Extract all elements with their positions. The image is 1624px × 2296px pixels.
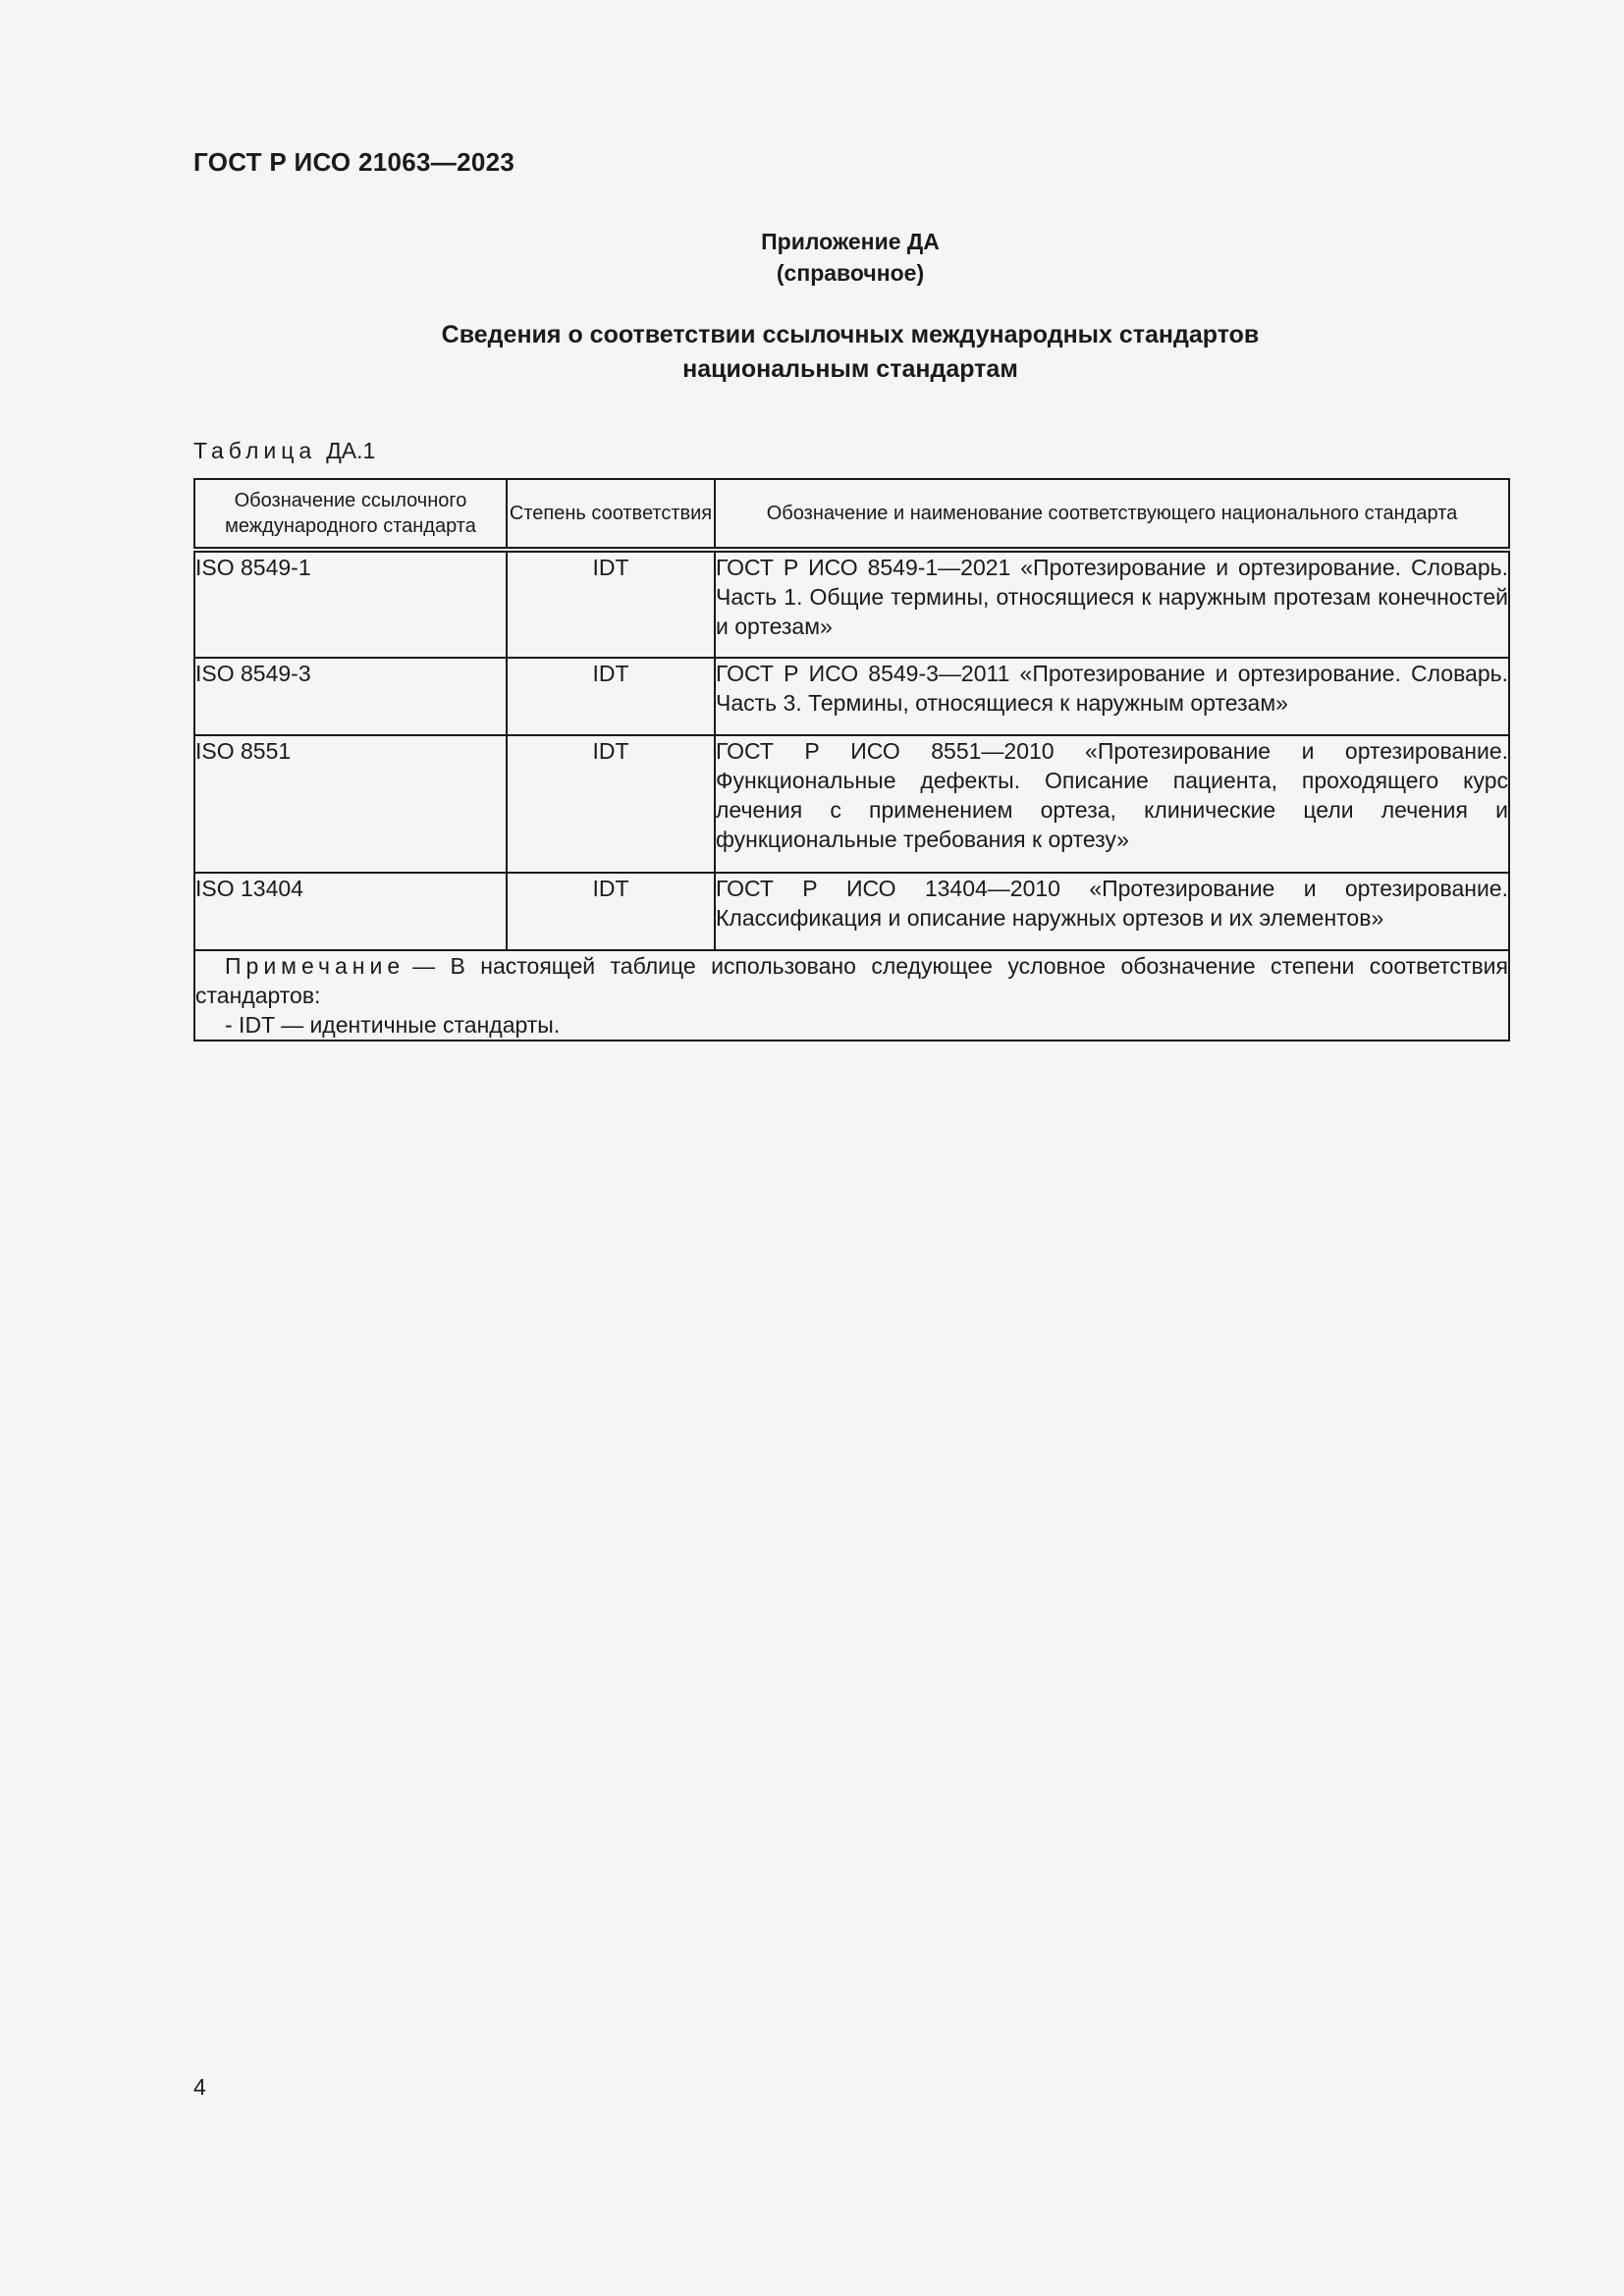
table-header-row [194, 479, 1509, 550]
table-note-row [194, 950, 1509, 1041]
cell-international-code: ISO 8549-3 [194, 658, 507, 735]
appendix-subtitle: (справочное) [776, 260, 925, 286]
note-list-item: - IDT — идентичные стандарты. [225, 1012, 561, 1038]
cell-degree: IDT [507, 735, 715, 873]
cell-degree: IDT [507, 873, 715, 950]
table-row [194, 735, 1509, 873]
section-title-line-1: Сведения о соответствии ссылочных международных стандартов [441, 321, 1260, 348]
cell-national-standard: ГОСТ Р ИСО 8549-1—2021 «Протезирование и ортезирование. Словарь. Часть 1. Общие термины, относящиеся к наружным протезам конечностей и ортезам» [715, 550, 1509, 658]
note-label: Примечание [225, 953, 406, 979]
cell-national-standard: ГОСТ Р ИСО 13404—2010 «Протезирование и ортезирование. Классификация и описание наружных ортезов и их элементов» [715, 873, 1509, 950]
note-text: — В настоящей таблице использовано следующее условное обозначение степени соответствия стандартов: [195, 953, 1508, 1008]
page-number: 4 [193, 2074, 206, 2100]
section-title-line-2: национальным стандартам [682, 355, 1018, 383]
table-row [194, 873, 1509, 950]
cell-national-standard: ГОСТ Р ИСО 8549-3—2011 «Протезирование и ортезирование. Словарь. Часть 3. Термины, относящиеся к наружным ортезам» [715, 658, 1509, 735]
cell-national-standard: ГОСТ Р ИСО 8551—2010 «Протезирование и ортезирование. Функциональные дефекты. Описание пациента, проходящего курс лечения с применением ортеза, клинические цели лечения и функциональные требования к ортезу» [715, 735, 1509, 873]
note-text-line [195, 951, 1508, 1010]
cell-international-code: ISO 13404 [194, 873, 507, 950]
table-caption-word: Таблица [193, 438, 317, 463]
cell-degree: IDT [507, 550, 715, 658]
appendix-title: Приложение ДА [761, 229, 940, 254]
appendix-heading [193, 226, 1507, 289]
column-header-international-standard: Обозначение ссылочного международного стандарта [194, 479, 507, 550]
cell-degree: IDT [507, 658, 715, 735]
section-title [193, 318, 1507, 387]
correspondence-table [193, 478, 1510, 1041]
cell-international-code: ISO 8549-1 [194, 550, 507, 658]
document-code-header: ГОСТ Р ИСО 21063—2023 [193, 147, 515, 177]
table-caption-number: ДА.1 [326, 438, 376, 463]
table-caption [193, 436, 375, 465]
column-header-degree: Степень соответствия [507, 479, 715, 550]
table-note [194, 950, 1509, 1041]
table-row [194, 658, 1509, 735]
cell-international-code: ISO 8551 [194, 735, 507, 873]
table-row [194, 550, 1509, 658]
column-header-national-standard: Обозначение и наименование соответствующего национального стандарта [715, 479, 1509, 550]
